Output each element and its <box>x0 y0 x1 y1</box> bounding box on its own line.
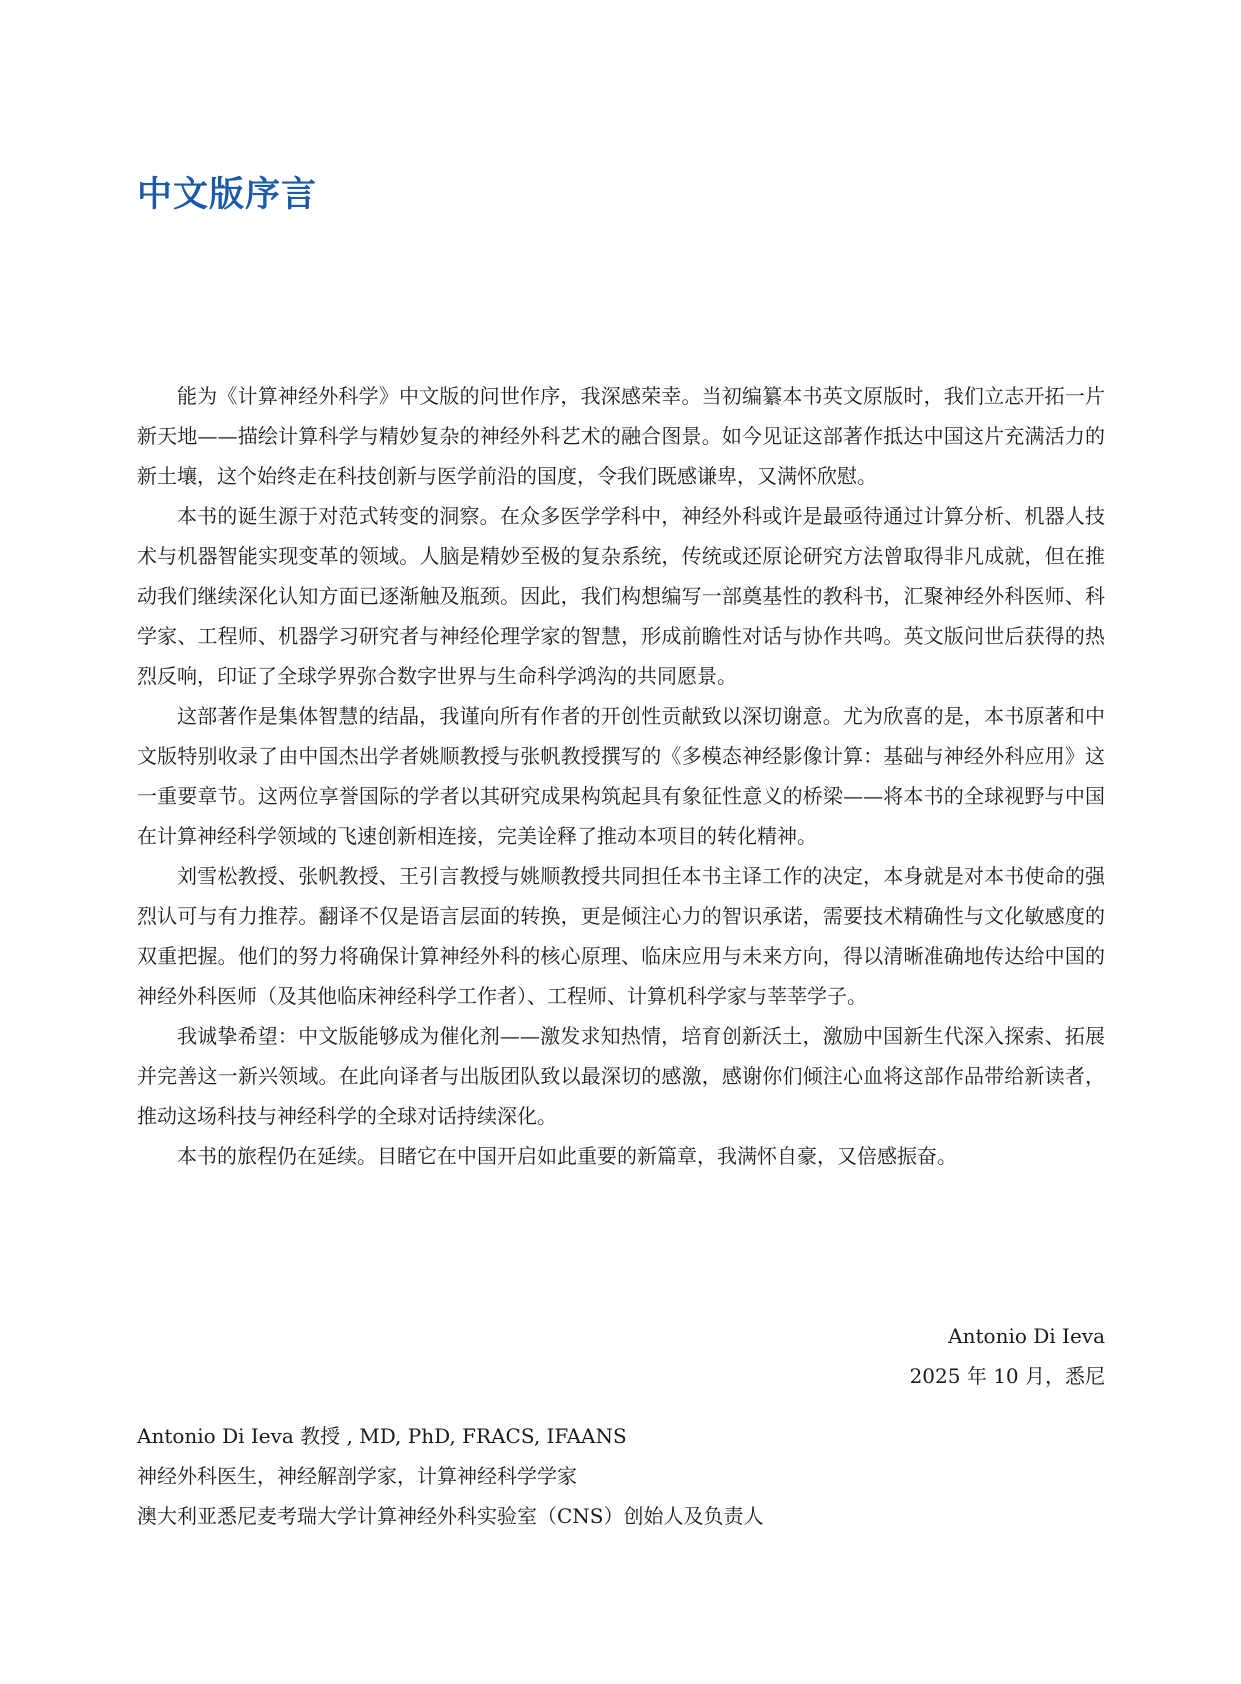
preface-paragraph-6: 本书的旅程仍在延续。目睹它在中国开启如此重要的新篇章，我满怀自豪，又倍感振奋。 <box>177 1144 957 1168</box>
page-title: 中文版序言 <box>137 175 318 215</box>
signature-block <box>910 1316 1105 1396</box>
preface-paragraph-5: 我诚挚希望：中文版能够成为催化剂——激发求知热情，培育创新沃土，激励中国新生代深入探索、拓展并完善这一新兴领域。在此向译者与出版团队致以最深切的感激，感谢你们倾注心血将这部作品带给新读者，推动这场科技与神经科学的全球对话持续深化。 <box>137 1024 1105 1128</box>
author-credentials: Antonio Di Ieva 教授 , MD, PhD, FRACS, IFAANS <box>137 1424 627 1448</box>
preface-paragraph-1: 能为《计算神经外科学》中文版的问世作序，我深感荣幸。当初编纂本书英文原版时，我们立志开拓一片新天地——描绘计算科学与精妙复杂的神经外科艺术的融合图景。如今见证这部著作抵达中国这片充满活力的新土壤，这个始终走在科技创新与医学前沿的国度，令我们既感谦卑，又满怀欣慰。 <box>137 384 1105 488</box>
preface-paragraph-3: 这部著作是集体智慧的结晶，我谨向所有作者的开创性贡献致以深切谢意。尤为欣喜的是，本书原著和中文版特别收录了由中国杰出学者姚顺教授与张帆教授撰写的《多模态神经影像计算：基础与神经外科应用》这一重要章节。这两位享誉国际的学者以其研究成果构筑起具有象征性意义的桥梁——将本书的全球视野与中国在计算神经科学领域的飞速创新相连接，完美诠释了推动本项目的转化精神。 <box>137 704 1105 848</box>
preface-paragraph-4: 刘雪松教授、张帆教授、王引言教授与姚顺教授共同担任本书主译工作的决定，本身就是对本书使命的强烈认可与有力推荐。翻译不仅是语言层面的转换，更是倾注心力的智识承诺，需要技术精确性与文化敏感度的双重把握。他们的努力将确保计算神经外科的核心原理、临床应用与未来方向，得以清晰准确地传达给中国的神经外科医师（及其他临床神经科学工作者）、工程师、计算机科学家与莘莘学子。 <box>137 864 1105 1008</box>
preface-paragraph-2: 本书的诞生源于对范式转变的洞察。在众多医学学科中，神经外科或许是最亟待通过计算分析、机器人技术与机器智能实现变革的领域。人脑是精妙至极的复杂系统，传统或还原论研究方法曾取得非凡成就，但在推动我们继续深化认知方面已逐渐触及瓶颈。因此，我们构想编写一部奠基性的教科书，汇聚神经外科医师、科学家、工程师、机器学习研究者与神经伦理学家的智慧，形成前瞻性对话与协作共鸣。英文版问世后获得的热烈反响，印证了全球学界弥合数字世界与生命科学鸿沟的共同愿景。 <box>137 504 1105 688</box>
preface-body <box>137 376 1105 1176</box>
signature-date-place: 2025 年 10 月，悉尼 <box>909 1364 1105 1388</box>
signature-name: Antonio Di Ieva <box>948 1324 1105 1348</box>
author-roles: 神经外科医生，神经解剖学家，计算神经科学学家 <box>137 1464 577 1488</box>
author-info <box>137 1416 764 1536</box>
author-affiliation: 澳大利亚悉尼麦考瑞大学计算神经外科实验室（CNS）创始人及负责人 <box>137 1504 764 1528</box>
